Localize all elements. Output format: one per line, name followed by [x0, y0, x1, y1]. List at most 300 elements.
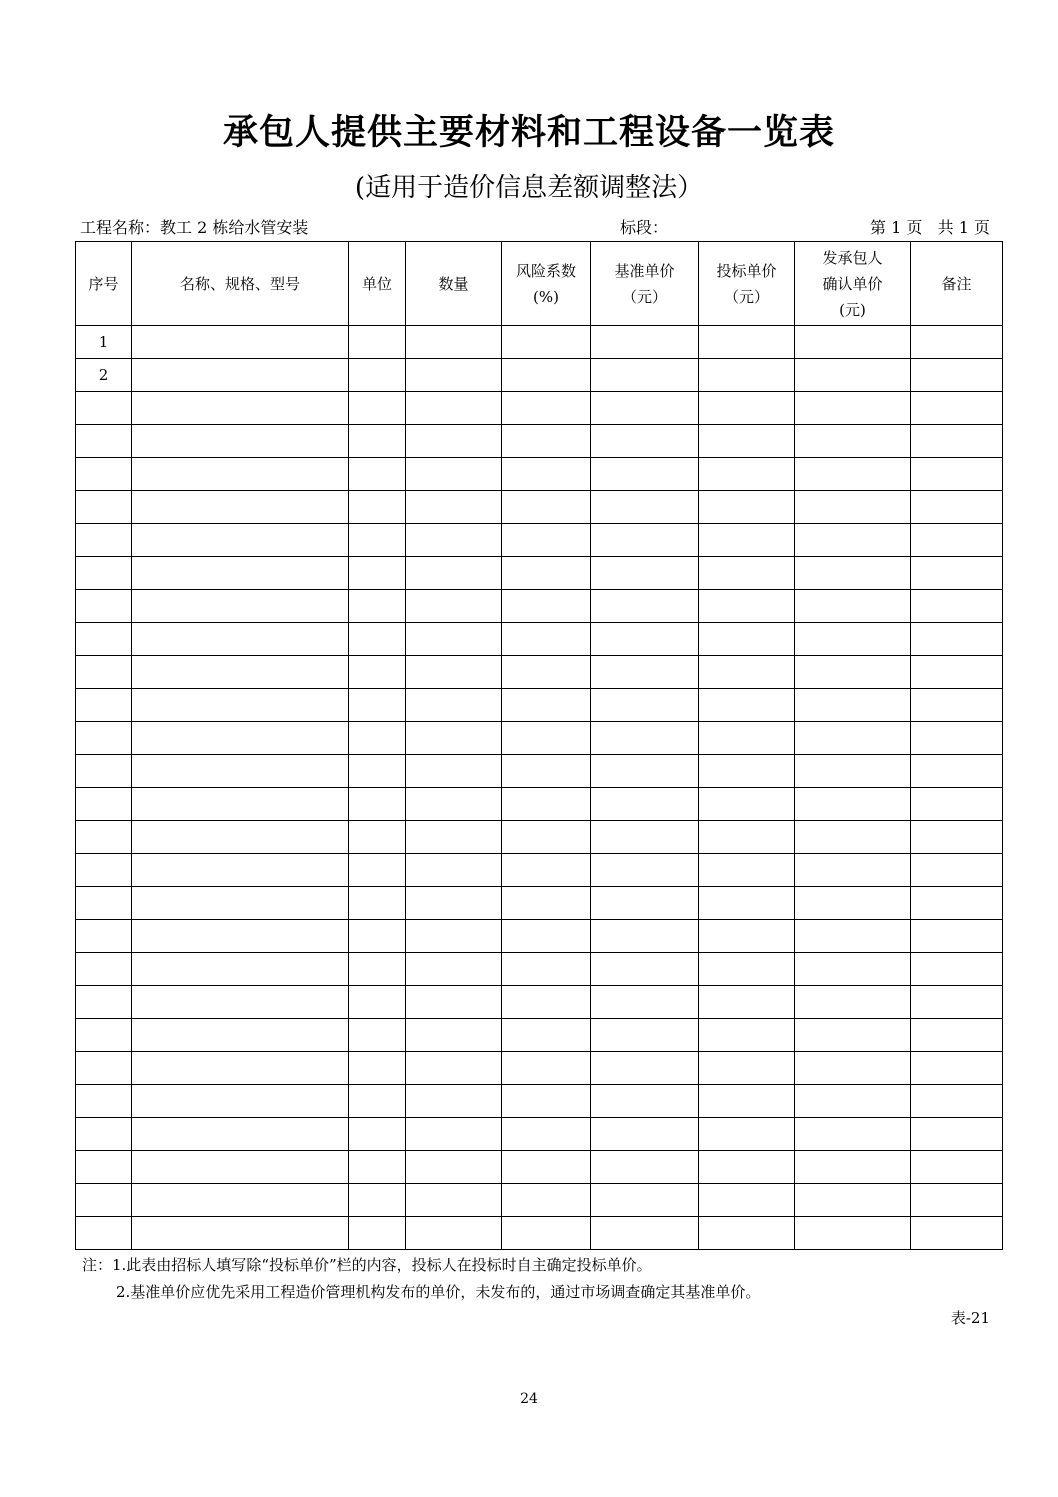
table-row: [76, 920, 1003, 953]
header-cell: 单位: [349, 242, 406, 326]
table-row: [76, 854, 1003, 887]
table-cell: [132, 425, 349, 458]
table-cell: [502, 953, 591, 986]
table-cell: [795, 524, 911, 557]
table-cell: [406, 689, 502, 722]
row-number-cell: [76, 1151, 132, 1184]
table-cell: [349, 458, 406, 491]
table-cell: [406, 1118, 502, 1151]
row-number-cell: [76, 887, 132, 920]
row-number-cell: [76, 656, 132, 689]
table-cell: [795, 623, 911, 656]
table-cell: [699, 1019, 795, 1052]
table-cell: [406, 1217, 502, 1250]
table-cell: [349, 326, 406, 359]
table-row: [76, 1184, 1003, 1217]
table-cell: [406, 590, 502, 623]
section-label: 标段：: [620, 218, 669, 237]
table-cell: [406, 1085, 502, 1118]
table-cell: [502, 1151, 591, 1184]
table-cell: [502, 1052, 591, 1085]
table-row: [76, 1019, 1003, 1052]
table-cell: [699, 491, 795, 524]
table-cell: [911, 458, 1003, 491]
table-cell: [911, 656, 1003, 689]
table-cell: [699, 1217, 795, 1250]
table-cell: [591, 392, 699, 425]
table-cell: [132, 953, 349, 986]
table-row: [76, 1151, 1003, 1184]
table-cell: [911, 1217, 1003, 1250]
row-number-cell: [76, 458, 132, 491]
table-cell: [132, 821, 349, 854]
table-row: [76, 656, 1003, 689]
table-cell: [591, 458, 699, 491]
table-cell: [502, 458, 591, 491]
table-cell: [591, 821, 699, 854]
table-cell: [132, 920, 349, 953]
table-cell: [591, 623, 699, 656]
table-cell: [349, 1217, 406, 1250]
row-number-cell: [76, 425, 132, 458]
table-cell: [911, 953, 1003, 986]
table-cell: [349, 590, 406, 623]
row-number-cell: [76, 524, 132, 557]
table-cell: [699, 557, 795, 590]
table-cell: [132, 590, 349, 623]
table-cell: [349, 1184, 406, 1217]
table-cell: [911, 1184, 1003, 1217]
table-cell: [911, 1118, 1003, 1151]
table-cell: [502, 887, 591, 920]
header-cell: 序号: [76, 242, 132, 326]
row-number-cell: [76, 557, 132, 590]
table-row: [76, 788, 1003, 821]
table-cell: [406, 755, 502, 788]
table-cell: [502, 557, 591, 590]
table-cell: [911, 590, 1003, 623]
table-cell: [699, 623, 795, 656]
table-row: [76, 557, 1003, 590]
table-cell: [132, 656, 349, 689]
table-cell: [406, 920, 502, 953]
table-cell: [911, 920, 1003, 953]
table-cell: [911, 623, 1003, 656]
row-number-cell: [76, 821, 132, 854]
table-cell: [406, 1184, 502, 1217]
table-cell: [699, 986, 795, 1019]
table-cell: [911, 1052, 1003, 1085]
table-cell: [502, 656, 591, 689]
table-cell: [795, 1217, 911, 1250]
table-cell: [132, 458, 349, 491]
table-cell: [795, 1151, 911, 1184]
table-cell: [349, 788, 406, 821]
table-cell: [795, 953, 911, 986]
table-cell: [911, 854, 1003, 887]
table-cell: [911, 821, 1003, 854]
table-cell: [349, 656, 406, 689]
table-cell: [406, 359, 502, 392]
table-cell: [699, 722, 795, 755]
table-cell: [911, 1151, 1003, 1184]
table-cell: [502, 1085, 591, 1118]
table-cell: [132, 986, 349, 1019]
table-cell: [911, 326, 1003, 359]
table-cell: [406, 1052, 502, 1085]
row-number-cell: [76, 755, 132, 788]
table-cell: [699, 689, 795, 722]
table-cell: [349, 854, 406, 887]
table-cell: [349, 524, 406, 557]
table-row: [76, 590, 1003, 623]
project-name: 工程名称：教工 2 栋给水管安装: [80, 218, 309, 237]
table-row: [76, 887, 1003, 920]
table-cell: [911, 359, 1003, 392]
row-number-cell: [76, 854, 132, 887]
table-row: [76, 623, 1003, 656]
table-cell: [502, 326, 591, 359]
header-cell: 数量: [406, 242, 502, 326]
table-row: [76, 821, 1003, 854]
row-number-cell: [76, 722, 132, 755]
table-cell: [795, 1118, 911, 1151]
table-cell: [795, 557, 911, 590]
table-cell: [795, 788, 911, 821]
table-cell: [502, 788, 591, 821]
table-cell: [349, 689, 406, 722]
table-cell: [591, 722, 699, 755]
table-cell: [591, 1052, 699, 1085]
header-cell: 名称、规格、型号: [132, 242, 349, 326]
table-cell: [502, 590, 591, 623]
document-title: 承包人提供主要材料和工程设备一览表: [222, 112, 835, 153]
page-number: 24: [520, 1391, 538, 1407]
row-number-cell: [76, 1184, 132, 1217]
table-cell: [591, 425, 699, 458]
table-row: [76, 986, 1003, 1019]
row-number-cell: [76, 920, 132, 953]
table-cell: [591, 1019, 699, 1052]
table-cell: [406, 821, 502, 854]
table-cell: [795, 1085, 911, 1118]
table-cell: [795, 1184, 911, 1217]
table-cell: [911, 425, 1003, 458]
table-cell: [132, 392, 349, 425]
materials-table: [75, 241, 1003, 1250]
table-cell: [699, 425, 795, 458]
table-cell: [699, 1085, 795, 1118]
table-cell: [132, 326, 349, 359]
table-row: [76, 1217, 1003, 1250]
table-cell: [349, 755, 406, 788]
table-cell: [349, 986, 406, 1019]
row-number-cell: 1: [76, 326, 132, 359]
table-cell: [591, 656, 699, 689]
table-cell: [699, 788, 795, 821]
table-cell: [349, 1151, 406, 1184]
table-cell: [795, 491, 911, 524]
table-cell: [502, 920, 591, 953]
table-cell: [591, 491, 699, 524]
table-cell: [911, 392, 1003, 425]
table-cell: [911, 788, 1003, 821]
table-cell: [911, 557, 1003, 590]
note-line-2: 2.基准单价应优先采用工程造价管理机构发布的单价，未发布的，通过市场调查确定其基准单价。: [116, 1283, 761, 1301]
table-cell: [132, 722, 349, 755]
table-cell: [795, 854, 911, 887]
row-number-cell: [76, 590, 132, 623]
table-cell: [591, 359, 699, 392]
table-cell: [502, 491, 591, 524]
table-cell: [591, 887, 699, 920]
row-number-cell: [76, 1019, 132, 1052]
table-cell: [795, 590, 911, 623]
table-cell: [795, 689, 911, 722]
table-cell: [591, 557, 699, 590]
table-cell: [502, 425, 591, 458]
table-cell: [132, 1085, 349, 1118]
table-cell: [132, 359, 349, 392]
table-cell: [406, 458, 502, 491]
table-cell: [795, 1052, 911, 1085]
table-cell: [795, 1019, 911, 1052]
table-cell: [795, 392, 911, 425]
table-cell: [699, 359, 795, 392]
row-number-cell: [76, 1118, 132, 1151]
table-row: [76, 359, 1003, 392]
table-cell: [132, 623, 349, 656]
table-cell: [911, 1085, 1003, 1118]
header-cell: 备注: [911, 242, 1003, 326]
table-cell: [349, 1118, 406, 1151]
table-cell: [502, 1184, 591, 1217]
table-cell: [911, 887, 1003, 920]
row-number-cell: [76, 689, 132, 722]
table-row: [76, 458, 1003, 491]
table-cell: [699, 1184, 795, 1217]
table-cell: [406, 326, 502, 359]
table-cell: [911, 755, 1003, 788]
page-indicator: 第 1 页 共 1 页: [870, 218, 990, 237]
table-cell: [132, 1217, 349, 1250]
table-cell: [406, 854, 502, 887]
table-cell: [591, 1085, 699, 1118]
table-cell: [699, 755, 795, 788]
table-cell: [502, 854, 591, 887]
row-number-cell: [76, 788, 132, 821]
table-row: [76, 953, 1003, 986]
table-cell: [911, 986, 1003, 1019]
row-number-cell: [76, 623, 132, 656]
table-cell: [132, 755, 349, 788]
table-cell: [132, 1019, 349, 1052]
table-row: [76, 722, 1003, 755]
table-cell: [591, 1217, 699, 1250]
table-cell: [502, 1019, 591, 1052]
table-cell: [406, 986, 502, 1019]
table-cell: [699, 1151, 795, 1184]
header-cell: 发承包人 确认单价 (元): [795, 242, 911, 326]
table-cell: [795, 359, 911, 392]
table-cell: [795, 986, 911, 1019]
table-cell: [349, 623, 406, 656]
table-cell: [795, 458, 911, 491]
row-number-cell: [76, 953, 132, 986]
row-number-cell: [76, 1052, 132, 1085]
table-header-row: [76, 242, 1003, 326]
table-cell: [699, 524, 795, 557]
table-cell: [349, 1085, 406, 1118]
table-cell: [349, 425, 406, 458]
table-cell: [502, 821, 591, 854]
table-cell: [132, 1184, 349, 1217]
table-cell: [502, 755, 591, 788]
row-number-cell: [76, 986, 132, 1019]
table-cell: [699, 854, 795, 887]
table-cell: [502, 623, 591, 656]
table-cell: [132, 788, 349, 821]
table-cell: [795, 722, 911, 755]
header-cell: 基准单价 （元）: [591, 242, 699, 326]
table-cell: [406, 425, 502, 458]
table-cell: [795, 656, 911, 689]
table-cell: [132, 1052, 349, 1085]
header-cell: 风险系数 (%): [502, 242, 591, 326]
row-number-cell: [76, 1217, 132, 1250]
table-cell: [911, 1019, 1003, 1052]
header-cell: 投标单价 （元）: [699, 242, 795, 326]
table-cell: [502, 524, 591, 557]
table-cell: [795, 821, 911, 854]
table-cell: [591, 1151, 699, 1184]
table-cell: [406, 623, 502, 656]
table-cell: [132, 491, 349, 524]
table-cell: [502, 722, 591, 755]
table-cell: [406, 491, 502, 524]
table-cell: [699, 326, 795, 359]
table-cell: [591, 524, 699, 557]
table-cell: [406, 788, 502, 821]
table-cell: [699, 392, 795, 425]
table-row: [76, 1118, 1003, 1151]
table-cell: [911, 524, 1003, 557]
table-cell: [349, 1019, 406, 1052]
table-cell: [349, 392, 406, 425]
table-row: [76, 425, 1003, 458]
table-cell: [349, 722, 406, 755]
table-row: [76, 1085, 1003, 1118]
table-cell: [911, 491, 1003, 524]
table-cell: [699, 458, 795, 491]
table-cell: [502, 1217, 591, 1250]
table-cell: [699, 953, 795, 986]
table-cell: [795, 755, 911, 788]
table-cell: [591, 788, 699, 821]
table-cell: [406, 1151, 502, 1184]
table-row: [76, 326, 1003, 359]
table-cell: [349, 887, 406, 920]
table-cell: [699, 1052, 795, 1085]
table-cell: [591, 326, 699, 359]
table-cell: [795, 920, 911, 953]
row-number-cell: [76, 1085, 132, 1118]
table-cell: [406, 392, 502, 425]
table-cell: [699, 821, 795, 854]
row-number-cell: [76, 491, 132, 524]
table-number: 表-21: [950, 1309, 990, 1327]
table-cell: [795, 326, 911, 359]
table-cell: [132, 887, 349, 920]
row-number-cell: [76, 392, 132, 425]
table-cell: [502, 986, 591, 1019]
table-cell: [406, 887, 502, 920]
table-cell: [795, 887, 911, 920]
table-cell: [591, 1184, 699, 1217]
table-cell: [349, 557, 406, 590]
table-cell: [132, 1118, 349, 1151]
table-cell: [591, 689, 699, 722]
table-cell: [502, 359, 591, 392]
table-cell: [349, 920, 406, 953]
table-cell: [349, 821, 406, 854]
notes: [82, 1252, 760, 1306]
table-cell: [406, 722, 502, 755]
table-cell: [502, 392, 591, 425]
table-row: [76, 1052, 1003, 1085]
table-cell: [349, 1052, 406, 1085]
table-cell: [699, 656, 795, 689]
table-cell: [911, 722, 1003, 755]
table-cell: [406, 557, 502, 590]
table-cell: [349, 491, 406, 524]
table-cell: [502, 689, 591, 722]
table-cell: [699, 1118, 795, 1151]
table-cell: [132, 524, 349, 557]
table-cell: [699, 887, 795, 920]
table-cell: [132, 1151, 349, 1184]
note-line-1: 注：1.此表由招标人填写除“投标单价”栏的内容，投标人在投标时自主确定投标单价。: [82, 1256, 652, 1274]
table-row: [76, 524, 1003, 557]
table-cell: [591, 986, 699, 1019]
table-row: [76, 491, 1003, 524]
table-cell: [699, 920, 795, 953]
table-cell: [349, 953, 406, 986]
table-cell: [132, 557, 349, 590]
table-cell: [406, 656, 502, 689]
table-cell: [406, 524, 502, 557]
table-cell: [132, 689, 349, 722]
table-cell: [349, 359, 406, 392]
row-number-cell: 2: [76, 359, 132, 392]
table-row: [76, 755, 1003, 788]
document-subtitle: (适用于造价信息差额调整法）: [354, 173, 704, 203]
table-cell: [795, 425, 911, 458]
table-cell: [591, 755, 699, 788]
table-cell: [591, 953, 699, 986]
table-row: [76, 689, 1003, 722]
table-row: [76, 392, 1003, 425]
table-cell: [502, 1118, 591, 1151]
table-cell: [699, 590, 795, 623]
table-cell: [591, 590, 699, 623]
table-cell: [591, 854, 699, 887]
table-cell: [591, 1118, 699, 1151]
table-cell: [911, 689, 1003, 722]
table-cell: [132, 854, 349, 887]
table-cell: [406, 953, 502, 986]
table-cell: [406, 1019, 502, 1052]
